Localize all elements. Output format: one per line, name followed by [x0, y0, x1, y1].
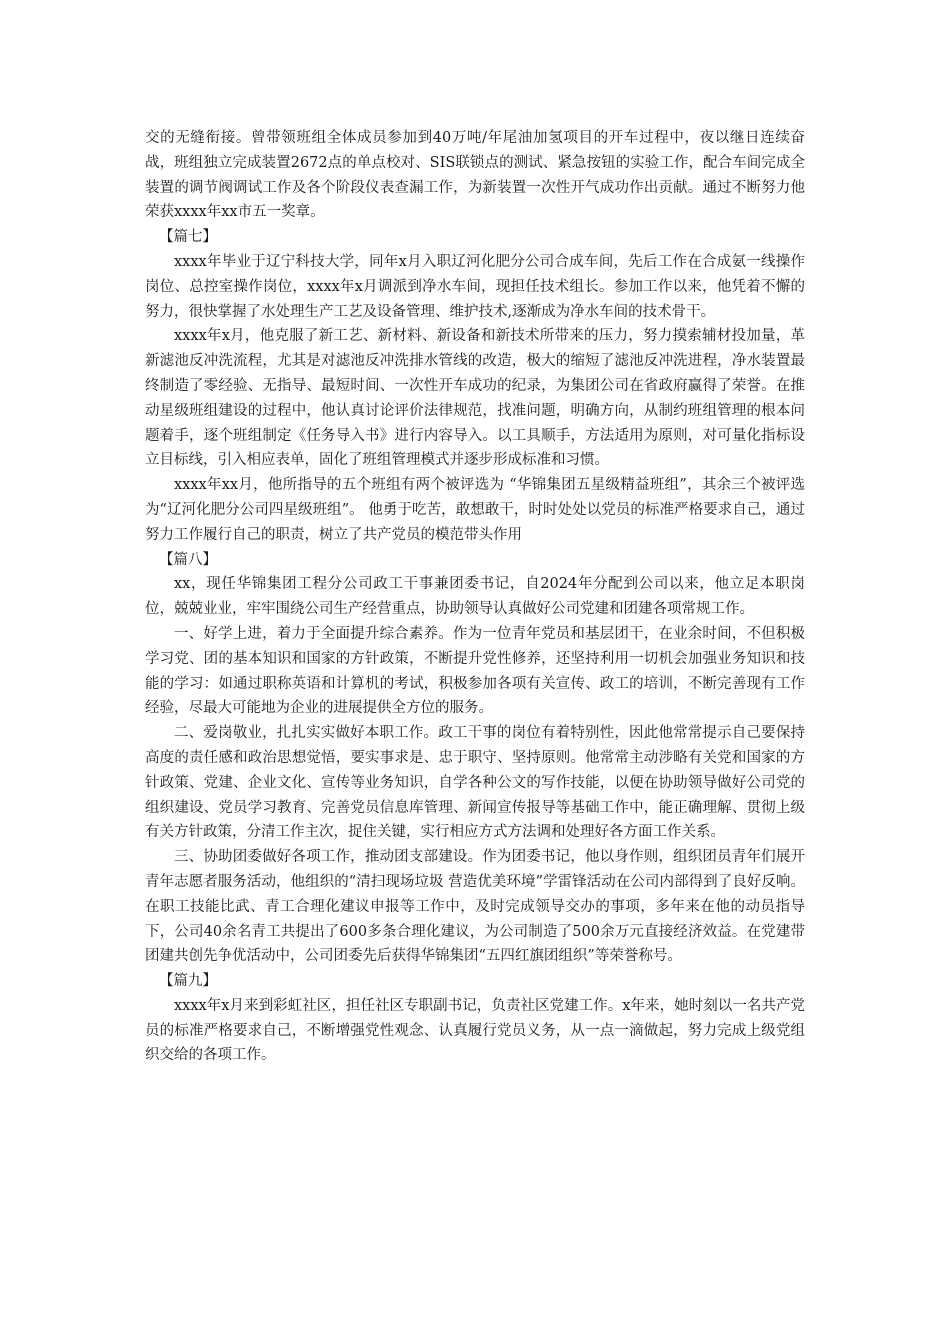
paragraph: xxxx年x月，他克服了新工艺、新材料、新设备和新技术所带来的压力，努力摸索辅材投加量，革新滤池反冲洗流程，尤其是对滤池反冲洗排水管线的改造，极大的缩短了滤池反冲洗进程，净水装置最终制造了零经验、无指导、最短时间、一次性开车成功的纪录，为集团公司在省政府赢得了荣誉。在推动星级班组建设的过程中，他认真讨论评价法律规范，找准问题，明确方向，从制约班组管理的根本问题着手，逐个班组制定《任务导入书》进行内容导入。以工具顺手，方法适用为原则，对可量化指标设立目标线，引入相应表单，固化了班组管理模式并逐步形成标准和习惯。	[145, 328, 805, 469]
section-heading-7: 【篇七】	[159, 229, 217, 246]
paragraph: xx，现任华锦集团工程分公司政工干事兼团委书记，自2024年分配到公司以来，他立足本职岗位，兢兢业业，牢牢围绕公司生产经营重点，协助领导认真做好公司党建和团建各项常规工作。	[145, 576, 805, 618]
paragraph-continued: 交的无缝衔接。曾带领班组全体成员参加到40万吨/年尾油加氢项目的开车过程中，夜以继日连续奋战，班组独立完成装置2672点的单点校对、SIS联锁点的测试、紧急按钮的实验工作，配合车间完成全装置的调节阀调试工作及各个阶段仪表查漏工作，为新装置一次性开气成功作出贡献。通过不断努力他荣获xxxx年xx市五一奖章。	[145, 130, 805, 221]
paragraph: xxxx年xx月，他所指导的五个班组有两个被评选为 “华锦集团五星级精益班组”，其余三个被评选为“辽河化肥分公司四星级班组”。 他勇于吃苦，敢想敢干，时时处处以党员的标准严格要求自己，通过努力工作履行自己的职责，树立了共产党员的模范带头作用	[145, 477, 805, 543]
paragraph: xxxx年x月来到彩虹社区，担任社区专职副书记，负责社区党建工作。x年来，她时刻以一名共产党员的标准严格要求自己，不断增强党性观念、认真履行党员义务，从一点一滴做起，努力完成上级党组织交给的各项工作。	[145, 997, 805, 1064]
document-body	[145, 126, 805, 1068]
paragraph: 一、好学上进，着力于全面提升综合素养。作为一位青年党员和基层团干，在业余时间，不但积极学习党、团的基本知识和国家的方针政策，不断提升党性修养，还坚持利用一切机会加强业务知识和技能的学习：如通过职称英语和计算机的考试，积极参加各项有关宣传、政工的培训，不断完善现有工作经验，尽最大可能地为企业的进展提供全方位的服务。	[145, 625, 805, 717]
paragraph: 二、爱岗敬业，扎扎实实做好本职工作。政工干事的岗位有着特别性，因此他常常提示自己要保持高度的责任感和政治思想觉悟，要实事求是、忠于职守、坚持原则。他常常主动涉略有关党和国家的方针政策、党建、企业文化、宣传等业务知识，自学各种公文的写作技能，以便在协助领导做好公司党的组织建设、党员学习教育、完善党员信息库管理、新闻宣传报导等基础工作中，能正确理解、贯彻上级有关方针政策，分清工作主次，捉住关键，实行相应方式方法调和处理好各方面工作关系。	[145, 725, 805, 841]
paragraph: xxxx年毕业于辽宁科技大学，同年x月入职辽河化肥分公司合成车间，先后工作在合成氨一线操作岗位、总控室操作岗位，xxxx年x月调派到净水车间，现担任技术组长。参加工作以来，他凭着不懈的努力，很快掌握了水处理生产工艺及设备管理、维护技术,逐渐成为净水车间的技术骨干。	[145, 253, 805, 320]
paragraph: 三、协助团委做好各项工作，推动团支部建设。作为团委书记，他以身作则，组织团员青年们展开青年志愿者服务活动，他组织的“清扫现场垃圾 营造优美环境”学雷锋活动在公司内部得到了良好反响。在职工技能比武、青工合理化建议申报等工作中，及时完成领导交办的事项，多年来在他的动员指导下，公司40余名青工共提出了600多条合理化建议，为公司制造了500余万元直接经济效益。在党建带团建共创先争优活动中，公司团委先后获得华锦集团“五四红旗团组织”等荣誉称号。	[145, 849, 805, 965]
section-heading-9: 【篇九】	[159, 973, 217, 990]
section-heading-8: 【篇八】	[159, 551, 217, 568]
